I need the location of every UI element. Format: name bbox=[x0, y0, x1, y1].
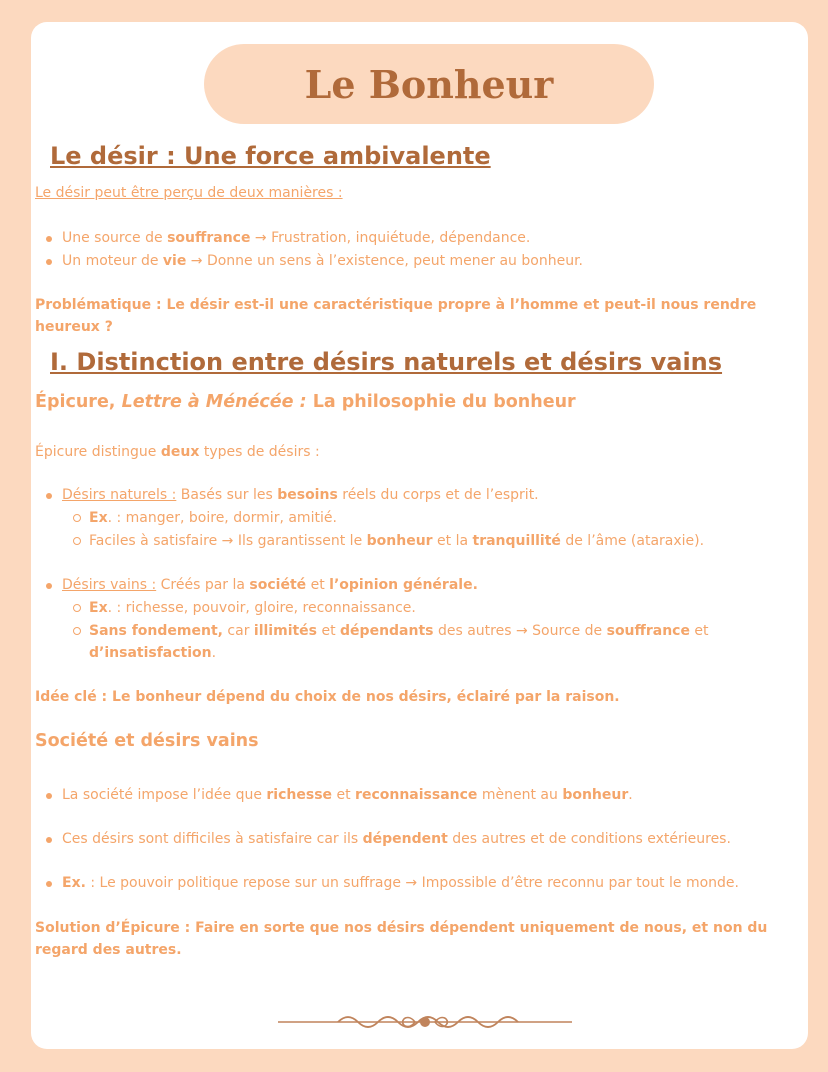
list-item: Une source de souffrance → Frustration, inquiétude, dépendance. bbox=[62, 230, 531, 246]
list-item: Faciles à satisfaire → Ils garantissent le bonheur et la tranquillité de l’âme (ataraxie). bbox=[89, 533, 705, 549]
list-item-desirs-vains: Désirs vains : Créés par la société et l’opinion générale. bbox=[62, 577, 478, 593]
list-item: Ces désirs sont difficiles à satisfaire car ils dépendent des autres et de conditions extérieures. bbox=[62, 831, 731, 847]
types-intro: Épicure distingue deux types de désirs : bbox=[35, 444, 320, 460]
page-card bbox=[31, 22, 808, 1049]
list-item: Ex. : richesse, pouvoir, gloire, reconnaissance. bbox=[89, 600, 416, 616]
list-item: Ex. : manger, boire, dormir, amitié. bbox=[89, 510, 337, 526]
section1-intro: Le désir peut être perçu de deux manières : bbox=[35, 185, 343, 201]
section2-heading: I. Distinction entre désirs naturels et désirs vains bbox=[50, 348, 723, 376]
list-item: Un moteur de vie → Donne un sens à l’existence, peut mener au bonheur. bbox=[62, 253, 583, 269]
section1-heading: Le désir : Une force ambivalente bbox=[50, 142, 491, 170]
page-title: Le Bonheur bbox=[304, 61, 554, 107]
list-item-desirs-naturels: Désirs naturels : Basés sur les besoins réels du corps et de l’esprit. bbox=[62, 487, 539, 503]
list-item: La société impose l’idée que richesse et reconnaissance mènent au bonheur. bbox=[62, 787, 633, 803]
problematique: Problématique : Le désir est-il une caractéristique propre à l’homme et peut-il nous rendre heureux ? bbox=[35, 297, 757, 335]
title-banner bbox=[204, 44, 654, 124]
list-item: Sans fondement, car illimités et dépendants des autres → Source de souffrance et bbox=[89, 623, 709, 639]
solution-epicure: Solution d’Épicure : Faire en sorte que nos désirs dépendent uniquement de nous, et non du regard des autres. bbox=[35, 920, 768, 958]
flourish-ornament-icon bbox=[278, 1010, 572, 1034]
idee-cle: Idée clé : Le bonheur dépend du choix de nos désirs, éclairé par la raison. bbox=[35, 689, 620, 705]
list-item: Ex. : Le pouvoir politique repose sur un suffrage → Impossible d’être reconnu par tout le monde. bbox=[62, 875, 739, 891]
list-item-continuation: d’insatisfaction. bbox=[89, 645, 217, 661]
epicure-subtitle: Épicure, Lettre à Ménécée : La philosophie du bonheur bbox=[35, 392, 576, 412]
societe-heading: Société et désirs vains bbox=[35, 731, 259, 751]
